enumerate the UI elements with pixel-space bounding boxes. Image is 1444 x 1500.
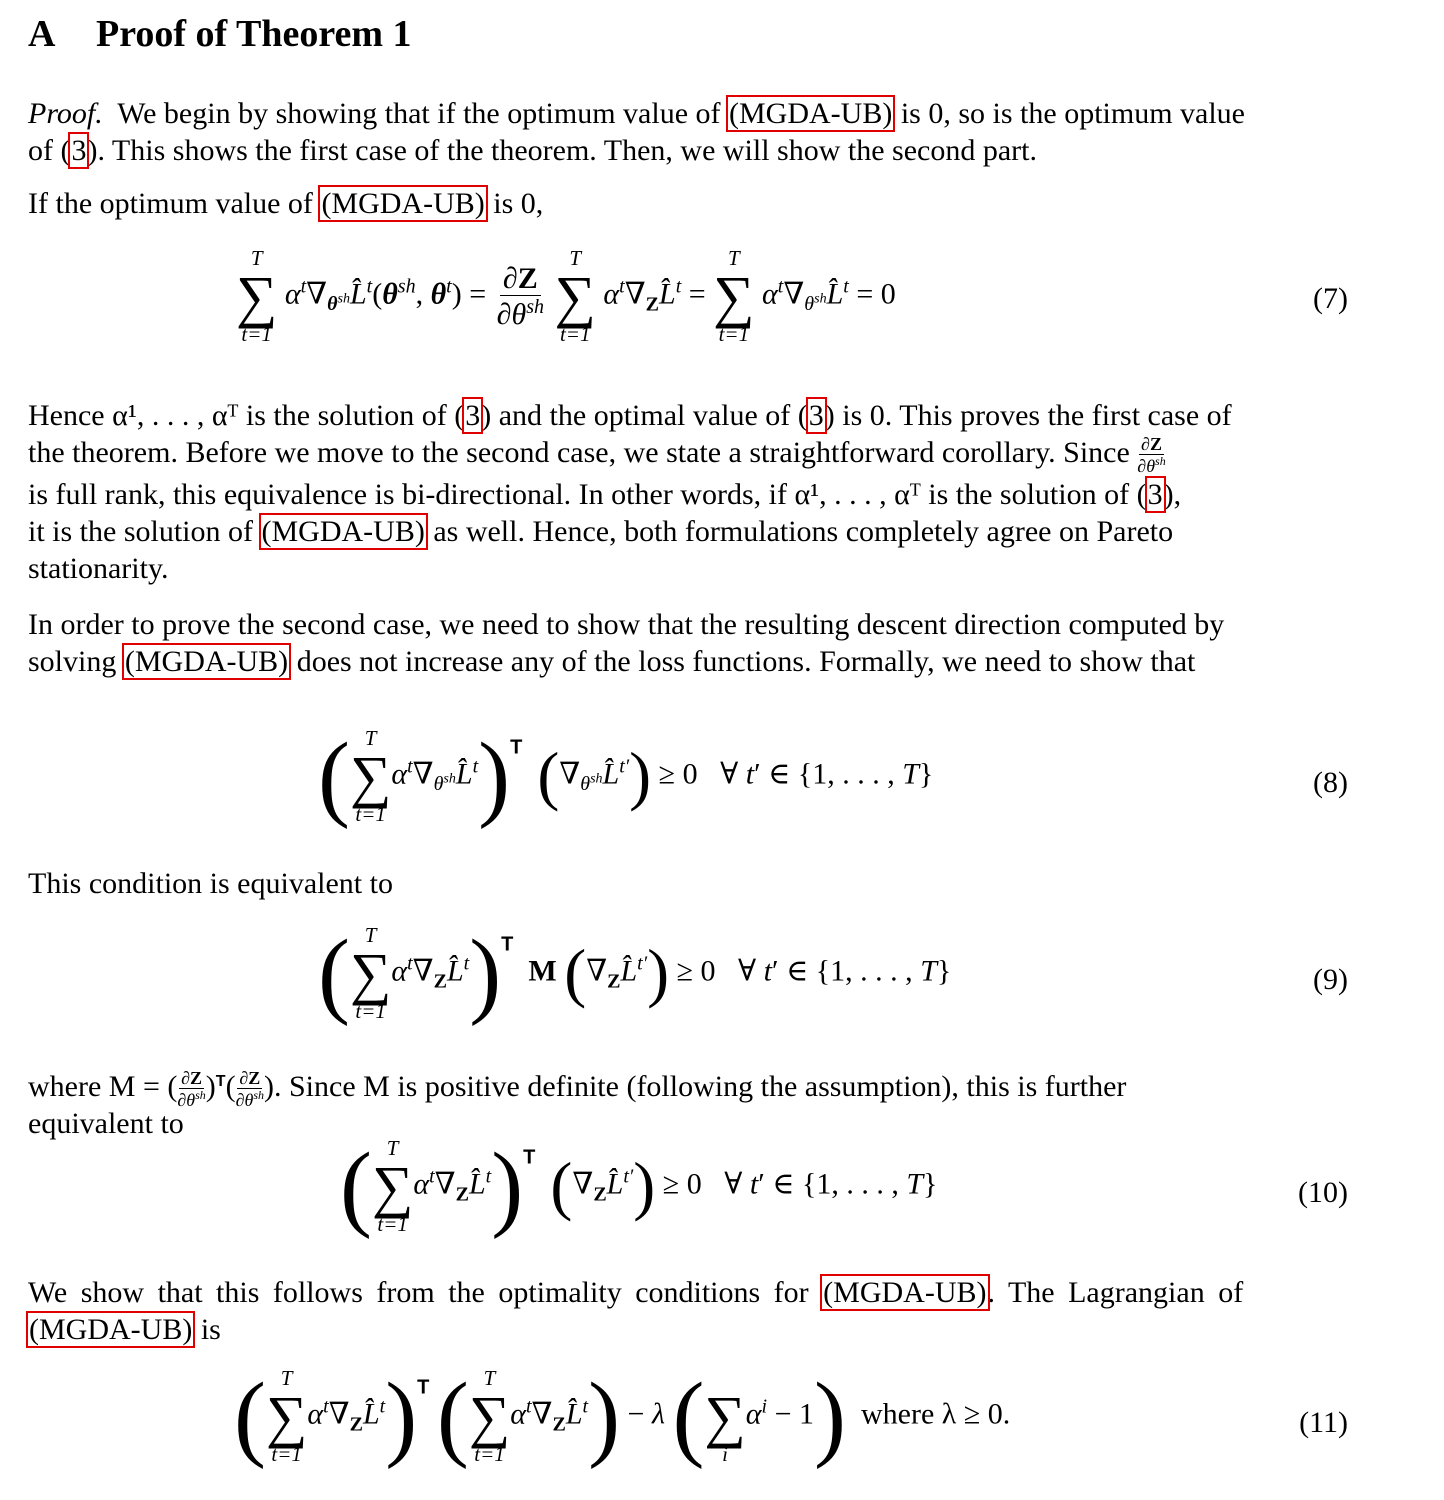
- section-heading: [28, 12, 1348, 56]
- equation-9: [0, 919, 1444, 1037]
- ref-eq-3[interactable]: 3: [71, 134, 87, 167]
- equation-11-where: where λ ≥ 0.: [860, 1397, 1011, 1431]
- ref-eq-3[interactable]: 3: [808, 399, 824, 432]
- ref-mgda-ub[interactable]: (MGDA-UB): [29, 1313, 193, 1346]
- paragraph-proof-intro: Proof. We begin by showing that if the optimum value of (MGDA-UB) is 0, so is the optimum value of (3). This shows the first case of the theorem. Then, we will show the second part.: [28, 97, 1245, 167]
- equation-number: (7): [1313, 282, 1348, 315]
- ref-eq-3[interactable]: 3: [465, 399, 481, 432]
- proof-label: Proof.: [28, 97, 103, 130]
- equation-10-body: ( T ∑ t=1 $\alpha^t\nabla_ZL̂^t)^T$ $(\nabla_ZL̂^{t'}) \ge 0$ ∀ t′ ∈ {1, . . . , T}: [340, 1132, 938, 1240]
- equation-number: (9): [1313, 963, 1348, 996]
- section-title: Proof of Theorem 1: [96, 13, 412, 55]
- equation-number: (11): [1299, 1406, 1348, 1439]
- equation-8-body: ( T ∑ t=1 $\alpha^t\nabla_{\theta^{sh}}L̂^t)^T$ $(\nabla_{\theta^{sh}}L̂^{t'}) \ge 0$ ∀ t′ ∈ {1, . . . , T}: [318, 722, 934, 830]
- equation-7-body: T ∑ t=1 $\alpha^t\nabla_{\theta^{sh}}L̂^t(\theta^{sh}$, $\theta^t$) = $\frac{\partial Z}{\partial\theta^{sh}}$ T ∑ t=1 $\alpha^t\nabla_ZL̂^t$ = T ∑ t=1 $\alpha^t\nabla_{\theta^{sh}}L̂^t = 0$: [236, 246, 896, 347]
- ref-eq-3[interactable]: 3: [1147, 477, 1163, 511]
- ref-mgda-ub[interactable]: (MGDA-UB): [261, 514, 425, 548]
- ref-mgda-ub[interactable]: (MGDA-UB): [729, 97, 893, 130]
- equation-number: (8): [1313, 766, 1348, 799]
- paragraph-lagrangian: We show that this follows from the optimality conditions for (MGDA-UB). The Lagrangian of (MGDA-UB) is: [28, 1276, 1244, 1346]
- paragraph-second-case: In order to prove the second case, we need to show that the resulting descent direction computed by solving (MGDA-UB) does not increase any of the loss functions. Formally, we need to show that: [28, 608, 1225, 678]
- ref-mgda-ub[interactable]: (MGDA-UB): [823, 1276, 987, 1309]
- paragraph-where-m: where M = ( ∂Z $\partial\theta^{sh}$ )$^T$( ∂Z $\partial\theta^{sh}$ ). Since M is positive definite (following the assumption), this is further equivalent to: [28, 1067, 1127, 1140]
- ref-mgda-ub[interactable]: (MGDA-UB): [124, 645, 289, 678]
- paragraph-hence: Hence α¹, . . . , αᵀ is the solution of (3) and the optimal value of (3) is 0. This proves the first case of the theorem. Before we move to the second case, we state a straightforward corollary. Since ∂Z $\partial\theta^{sh}$ is full rank, this equivalence is bi-directional. In other words, if α¹, . . . , αᵀ is the solution of (3), it is the solution of (MGDA-UB) as well. Hence, both formulations completely agree on Pareto stationarity.: [28, 399, 1232, 585]
- equation-number: (10): [1298, 1176, 1348, 1209]
- equation-11: [0, 1362, 1444, 1480]
- equation-11-body: ( T ∑ t=1 $\alpha^t\nabla_ZL̂^t)^T$ ( T ∑ t=1 $\alpha^t\nabla_ZL̂^t) - \lambda$ ( ∑ i $\alpha^i - 1$) where λ ≥ 0.: [234, 1362, 1011, 1470]
- equation-9-body: ( T ∑ t=1 $\alpha^t\nabla_ZL̂^t)^T$ M $(\nabla_ZL̂^{t'}) \ge 0$ ∀ t′ ∈ {1, . . . , T}: [318, 919, 952, 1027]
- equation-8: [0, 722, 1444, 840]
- equation-10: [0, 1132, 1444, 1250]
- equation-7: [0, 248, 1444, 358]
- paragraph-condition: This condition is equivalent to: [28, 867, 393, 900]
- ref-mgda-ub[interactable]: (MGDA-UB): [321, 187, 485, 220]
- section-number: A: [28, 13, 56, 55]
- paragraph-optimum-zero: If the optimum value of (MGDA-UB) is 0,: [28, 187, 544, 220]
